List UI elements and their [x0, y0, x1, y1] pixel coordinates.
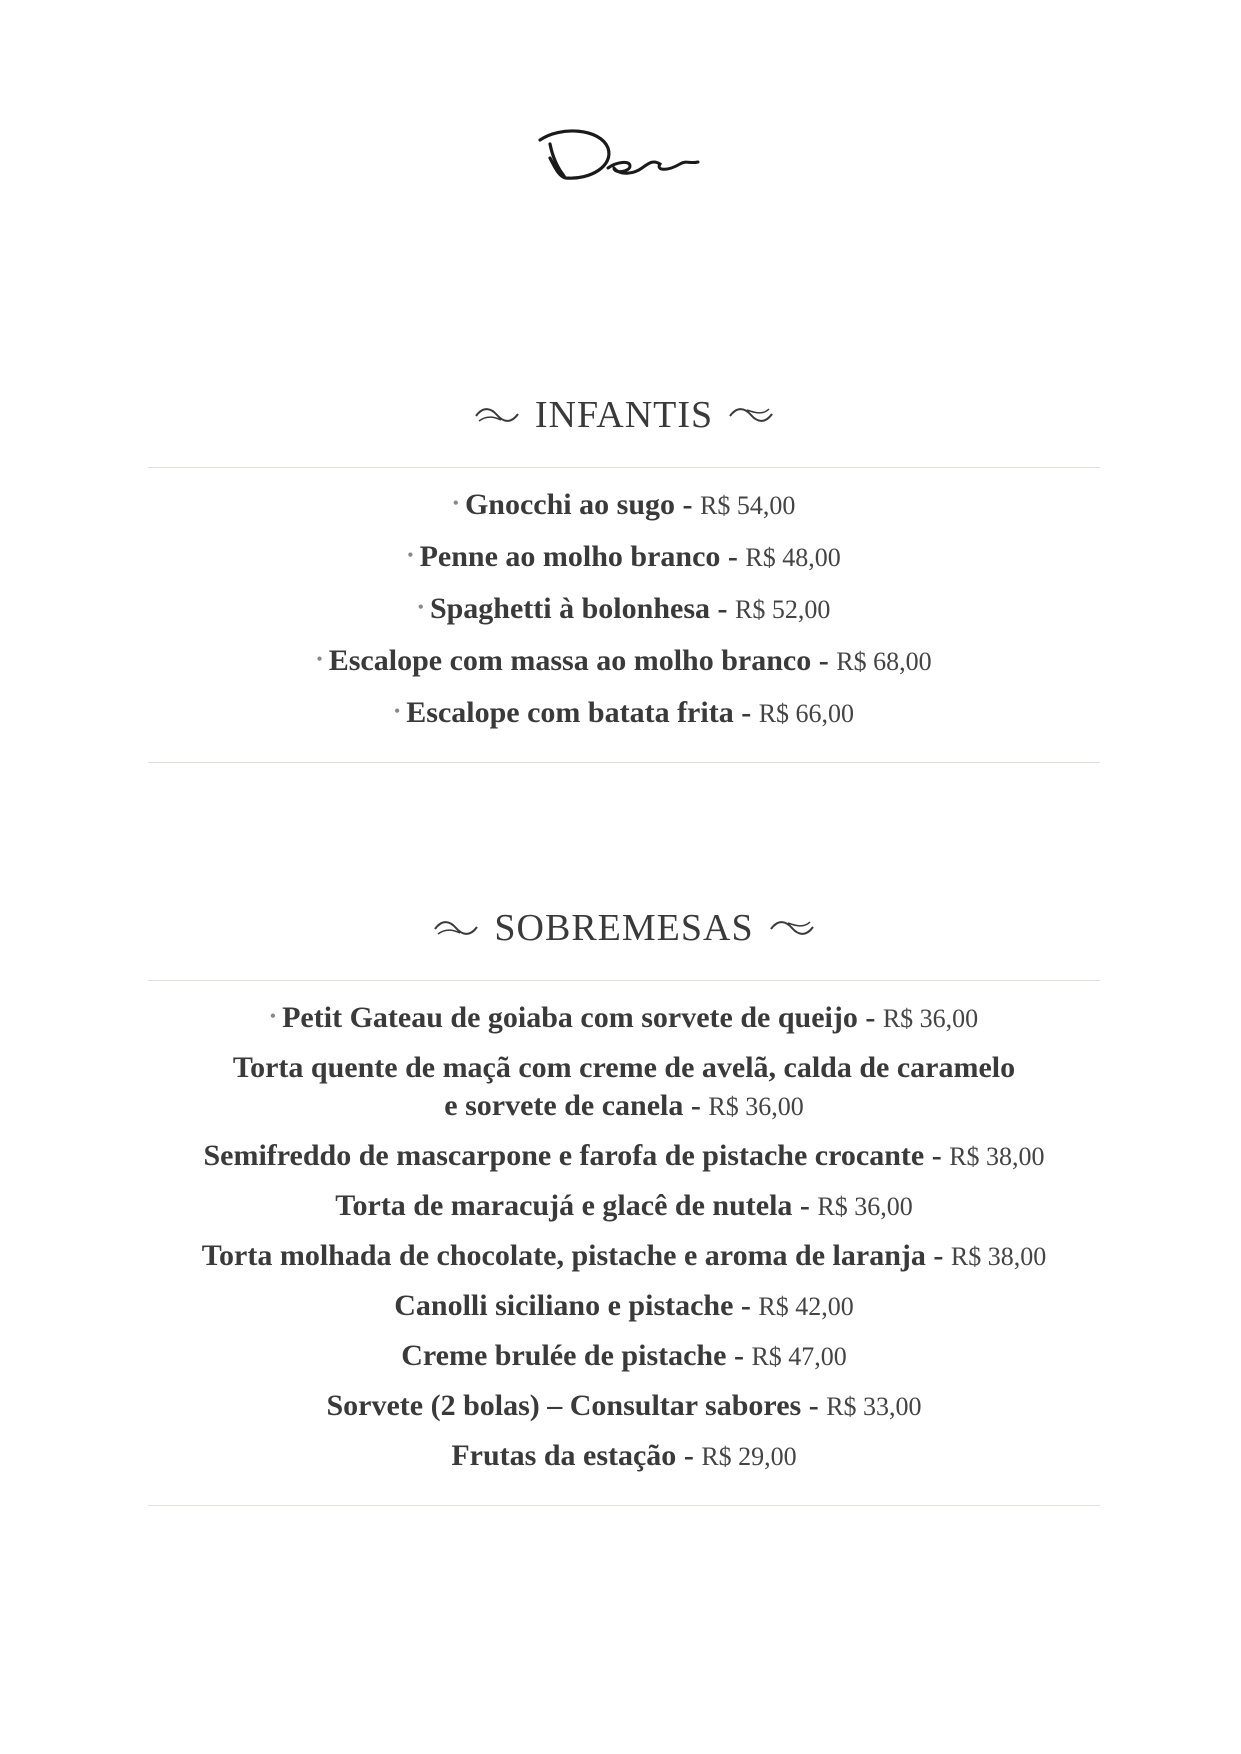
item-name: Escalope com massa ao molho branco [328, 644, 812, 677]
menu-list [148, 468, 1100, 762]
item-price: R$ 38,00 [950, 1242, 1047, 1271]
item-name: Creme brulée de pistache [401, 1339, 727, 1372]
item-separator: - [925, 1239, 951, 1272]
swirl-right-icon [727, 404, 775, 426]
signature-logo [530, 118, 710, 198]
item-name: Sorvete (2 bolas) – Consultar sabores [326, 1389, 802, 1422]
item-price: R$ 52,00 [735, 595, 831, 624]
menu-list [148, 981, 1100, 1505]
item-separator: - [801, 1389, 827, 1422]
menu-item [148, 588, 1100, 629]
item-price: R$ 66,00 [758, 699, 855, 728]
section-title [148, 898, 1100, 958]
item-price: R$ 54,00 [700, 491, 796, 520]
menu-item [148, 1187, 1100, 1226]
item-price: R$ 36,00 [882, 1004, 979, 1033]
item-price: R$ 33,00 [826, 1392, 922, 1421]
item-price: R$ 29,00 [701, 1442, 797, 1471]
item-name: Semifreddo de mascarpone e farofa de pistache crocante [203, 1139, 925, 1172]
swirl-right-icon [768, 917, 816, 939]
section-sobremesas [148, 898, 1100, 1506]
item-separator: - [857, 1001, 883, 1034]
bullet-icon: • [269, 1006, 277, 1026]
item-name: Spaghetti à bolonhesa [429, 592, 711, 625]
item-name: Escalope com batata frita [406, 696, 734, 729]
item-name: Canolli siciliano e pistache [394, 1289, 734, 1322]
item-separator: - [792, 1189, 818, 1222]
menu-item [148, 1049, 1100, 1126]
bullet-icon: • [452, 493, 459, 513]
item-name: Torta de maracujá e glacê de nutela [335, 1189, 793, 1222]
menu-item [148, 1137, 1100, 1176]
divider [148, 1505, 1100, 1506]
menu-item [148, 997, 1100, 1038]
section-title-text: SOBREMESAS [494, 907, 754, 949]
menu-item [148, 1337, 1100, 1376]
item-separator: - [675, 488, 700, 521]
menu-item [148, 1237, 1100, 1276]
bullet-icon: • [407, 545, 414, 565]
item-name: Frutas da estação [451, 1439, 677, 1472]
menu-item [148, 692, 1100, 733]
section-title [148, 385, 1100, 445]
item-separator: - [676, 1439, 702, 1472]
item-separator: - [733, 1289, 759, 1322]
swirl-left-icon [473, 404, 521, 426]
item-separator: - [924, 1139, 950, 1172]
item-separator: - [733, 696, 759, 729]
item-name: Penne ao molho branco [419, 540, 721, 573]
item-name: Gnocchi ao sugo [464, 488, 675, 521]
menu-item [148, 1287, 1100, 1326]
item-name: Petit Gateau de goiaba com sorvete de queijo [282, 1001, 858, 1034]
item-price: R$ 36,00 [817, 1192, 913, 1221]
item-separator: - [683, 1089, 709, 1122]
item-separator: - [720, 540, 746, 573]
item-price: R$ 48,00 [745, 543, 841, 572]
item-price: R$ 36,00 [708, 1092, 804, 1121]
section-infantis [148, 385, 1100, 763]
menu-item [148, 1387, 1100, 1426]
item-price: R$ 47,00 [751, 1342, 847, 1371]
item-separator: - [710, 592, 736, 625]
item-price: R$ 42,00 [758, 1292, 854, 1321]
bullet-icon: • [316, 649, 323, 669]
bullet-icon: • [417, 597, 424, 617]
menu-item [148, 640, 1100, 681]
item-name: Torta molhada de chocolate, pistache e aroma de laranja [201, 1239, 926, 1272]
signature-logo-icon [530, 118, 710, 198]
bullet-icon: • [393, 701, 401, 721]
swirl-left-icon [432, 917, 480, 939]
item-price: R$ 68,00 [836, 647, 932, 676]
item-separator: - [811, 644, 837, 677]
item-separator: - [726, 1339, 752, 1372]
section-title-text: INFANTIS [534, 394, 714, 436]
menu-item [148, 484, 1100, 525]
divider [148, 762, 1100, 763]
item-name-line1: Torta quente de maçã com creme de avelã, calda de caramelo [232, 1051, 1016, 1084]
menu-item [148, 536, 1100, 577]
item-price: R$ 38,00 [949, 1142, 1045, 1171]
item-name-line2: e sorvete de canela [444, 1089, 684, 1122]
menu-item [148, 1437, 1100, 1476]
